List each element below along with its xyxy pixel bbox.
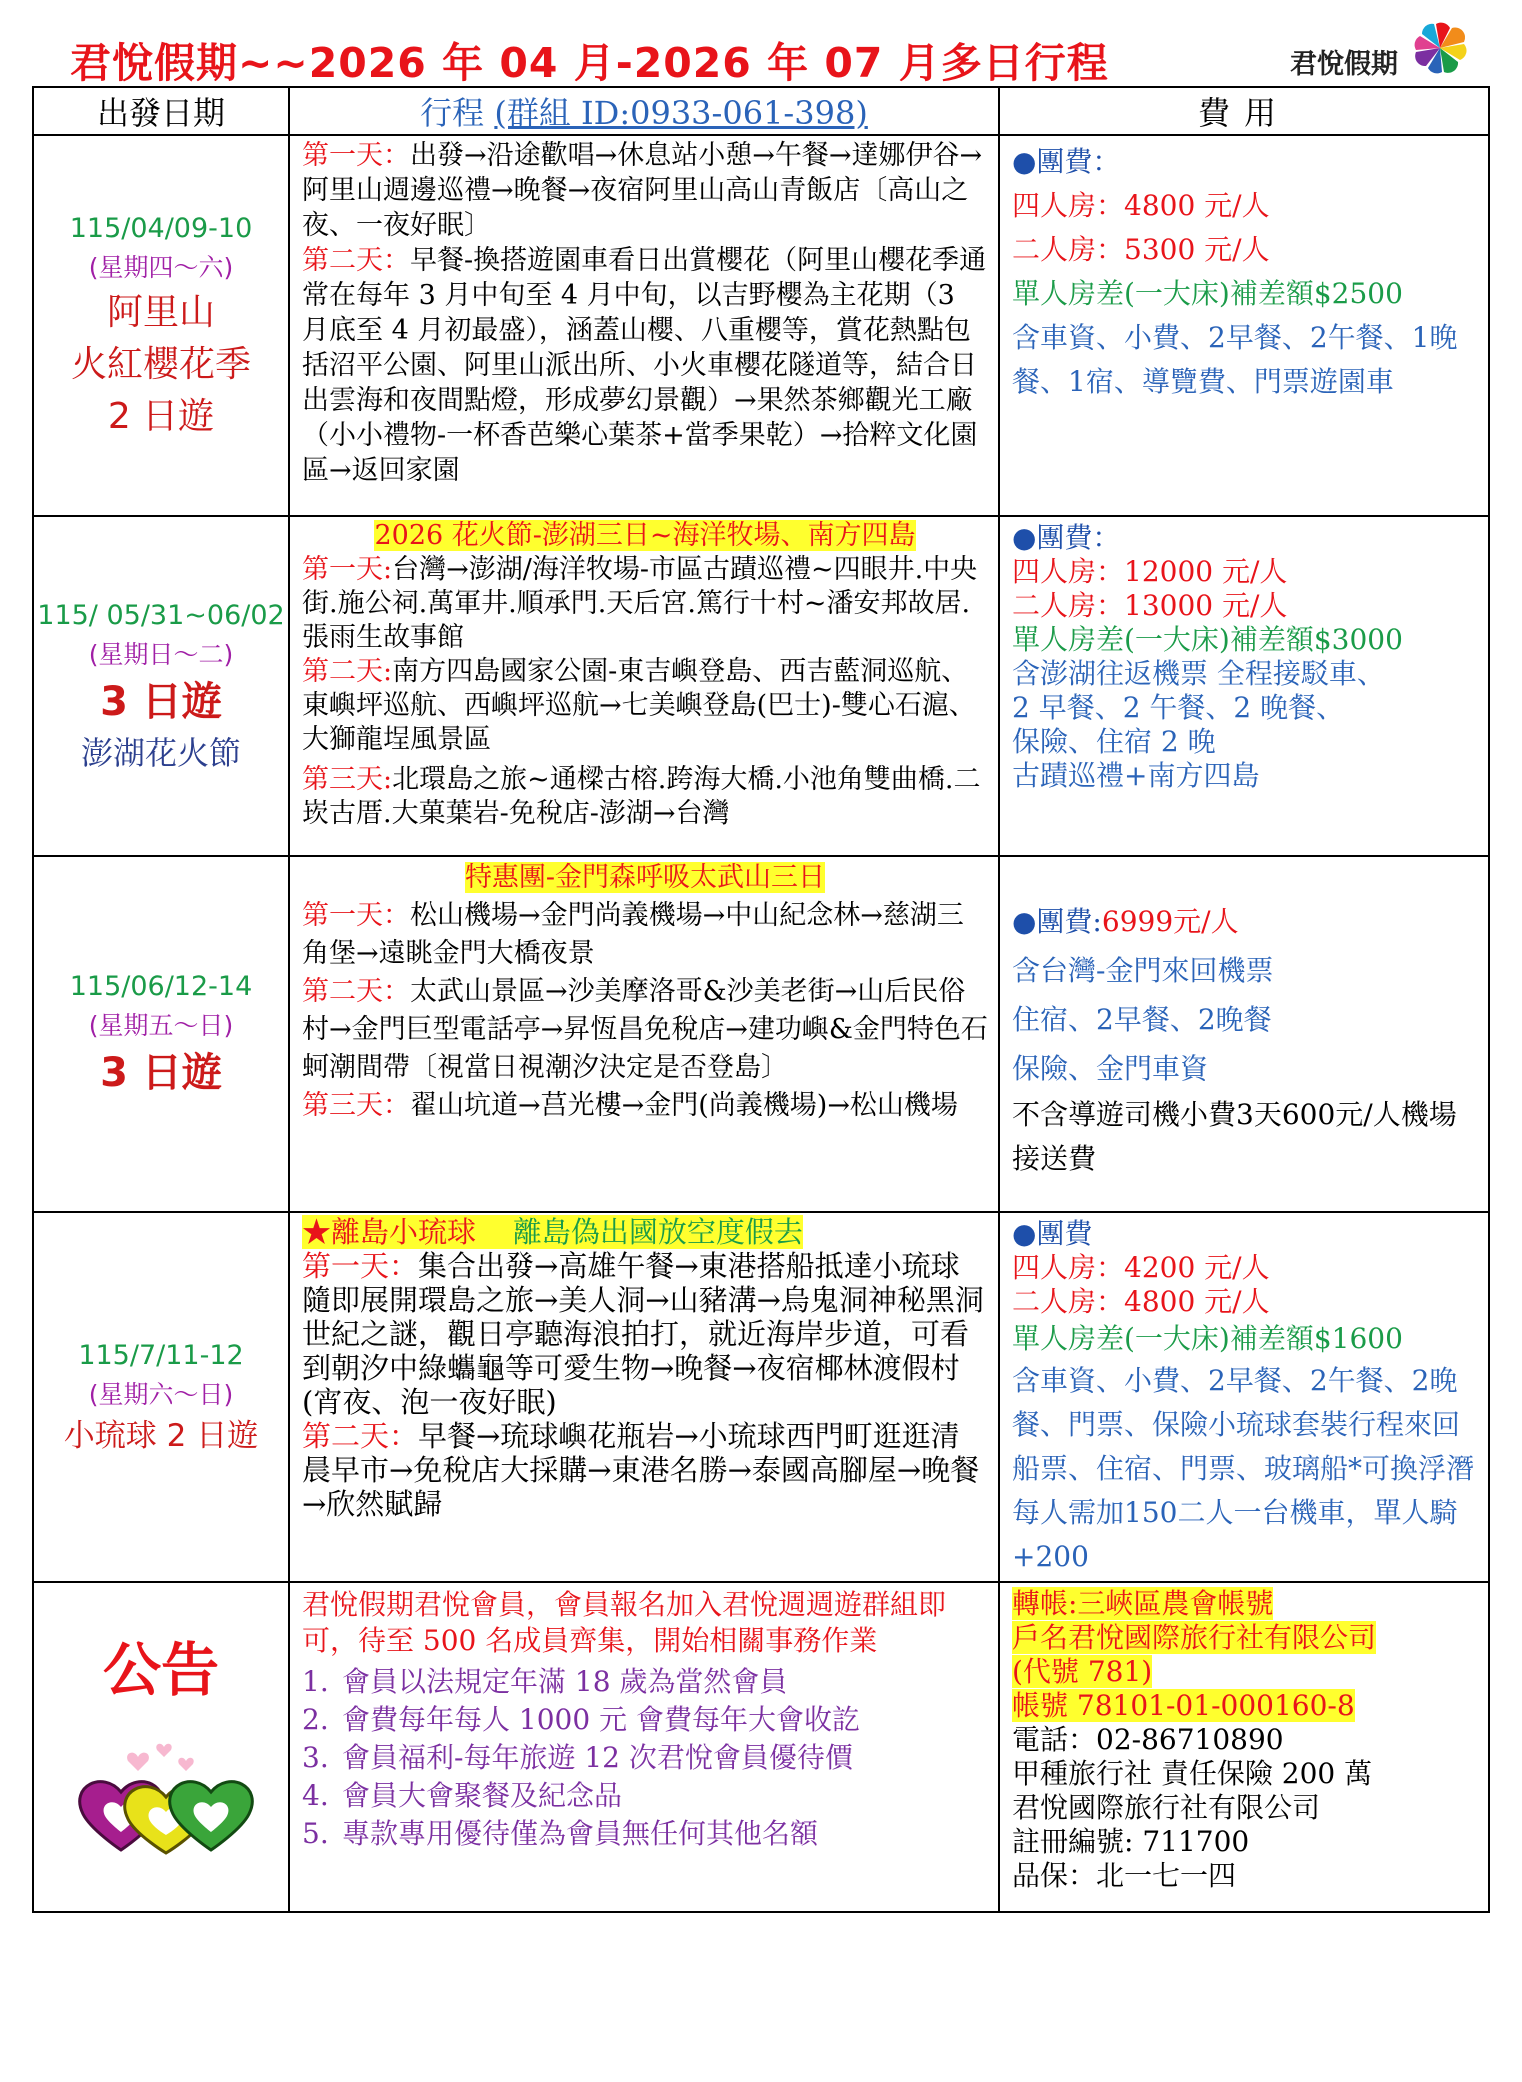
fee-includes: 含車資、小費、2早餐、2午餐、1晚餐、1宿、導覽費、門票遊園車 — [1012, 321, 1458, 398]
day-text: 早餐-換搭遊園車看日出賞櫻花（阿里山櫻花季通常在每年 3 月中旬至 4 月中旬，以吉野櫻為主花期（3 月底至 4 月初最盛），涵蓋山櫻、八重櫻等，賞花熱點包括沼平公園、阿里山派出所、小火車櫻花隧道等，結合日出雲海和夜間點燈，形成夢幻景觀）→果然茶鄉觀光工廠（小小禮物-一杯香芭樂心葉茶+當季果乾）→拾粹文化園區→返回家園 — [302, 245, 987, 486]
table-row — [33, 516, 1489, 856]
fee-title: ●團費 — [1012, 1217, 1093, 1250]
list-item — [302, 1777, 988, 1815]
itinerary-table — [32, 86, 1490, 1913]
list-item-text: 會費每年每人 1000 元 會費每年大會收訖 — [342, 1703, 860, 1736]
trip-name: 3 日遊 — [100, 679, 222, 725]
fee-single: 單人房差(一大床)補差額$1600 — [1012, 1322, 1403, 1355]
date-cell — [33, 135, 289, 516]
day-label: 第一天： — [302, 1249, 419, 1283]
list-item-number: 4. — [302, 1779, 329, 1812]
list-item-number: 2. — [302, 1703, 329, 1736]
list-item-number: 1. — [302, 1665, 329, 1698]
day-text: 早餐→琉球嶼花瓶岩→小琉球西門町逛逛清晨早市→免稅店大採購→東港名勝→泰國高腳屋→晚餐→欣然賦歸 — [302, 1419, 980, 1521]
fee-includes: 含澎湖往返機票 全程接駁車、 — [1012, 657, 1385, 690]
trip-name: 2 日遊 — [107, 395, 215, 437]
itinerary-cell — [289, 135, 999, 516]
list-item — [302, 1815, 988, 1853]
trip-weekday: (星期六～日) — [88, 1380, 234, 1409]
announcement-cell — [289, 1582, 999, 1912]
announcement-title-cell — [33, 1582, 289, 1912]
list-item-text: 會員以法規定年滿 18 歲為當然會員 — [342, 1665, 788, 1698]
table-row — [33, 1212, 1489, 1582]
company-quality: 品保：北一七一四 — [1012, 1859, 1237, 1892]
logo-text: 君悅假期 — [1290, 49, 1398, 80]
list-item-text: 專款專用優待僅為會員無任何其他名額 — [342, 1817, 819, 1850]
day-text: 出發→沿途歡唱→休息站小憩→午餐→達娜伊谷→阿里山週邊巡禮→晚餐→夜宿阿里山高山青飯店〔高山之夜、一夜好眠〕 — [302, 140, 983, 241]
fee-includes: 保險、金門車資 — [1012, 1052, 1209, 1085]
day-entry — [302, 1087, 988, 1125]
day-label: 第三天: — [302, 764, 393, 795]
day-text: 台灣→澎湖/海洋牧場-市區古蹟巡禮~四眼井.中央街.施公祠.萬軍井.順承門.天后宮.篤行十村~潘安邦故居.張雨生故事館 — [302, 554, 978, 653]
bank-account-name — [1012, 1621, 1476, 1655]
itinerary-cell — [289, 1212, 999, 1582]
itinerary-cell — [289, 516, 999, 856]
trip-name: 火紅櫻花季 — [70, 343, 251, 385]
fee-cell — [999, 856, 1489, 1212]
table-row — [33, 135, 1489, 516]
day-entry — [302, 1419, 988, 1521]
day-text: 松山機場→金門尚義機場→中山紀念林→慈湖三角堡→遠眺金門大橋夜景 — [302, 900, 964, 969]
trip-name: 3 日遊 — [100, 1050, 222, 1096]
trip-banner-text: 2026 花火節-澎湖三日~海洋牧場、南方四島 — [374, 520, 916, 551]
fee-title-line — [1012, 897, 1476, 946]
day-text: 太武山景區→沙美摩洛哥&沙美老街→山后民俗村→金門巨型電話亭→昇恆昌免稅店→建功嶼&金門特色石蚵潮間帶〔視當日視潮汐決定是否登島〕 — [302, 976, 988, 1083]
page-title: 君悅假期~~2026 年 04 月-2026 年 07 月多日行程 — [70, 39, 1109, 87]
fee-cell — [999, 135, 1489, 516]
header-itinerary — [289, 87, 999, 135]
fee-cell — [999, 1212, 1489, 1582]
list-item-text: 會員福利-每年旅遊 12 次君悅會員優待價 — [342, 1741, 853, 1774]
day-entry — [302, 973, 988, 1087]
fee-single: 單人房差(一大床)補差額$2500 — [1012, 277, 1403, 310]
trip-name: 阿里山 — [106, 291, 215, 333]
trip-weekday: (星期五～日) — [88, 1011, 234, 1040]
trip-name: 澎湖花火節 — [80, 734, 241, 772]
day-text: 北環島之旅~通樑古榕.跨海大橋.小池角雙曲橋.二崁古厝.大菓葉岩-免稅店-澎湖→台灣 — [302, 764, 981, 829]
day-text: 集合出發→高雄午餐→東港搭船抵達小琉球隨即展開環島之旅→美人洞→山豬溝→烏鬼洞神秘黑洞世紀之謎，觀日亭聽海浪拍打，就近海岸步道，可看到朝汐中綠蠵龜等可愛生物→晚餐→夜宿椰林渡假村(宵夜、泡一夜好眠) — [302, 1249, 984, 1419]
bank-code-text: (代號 781) — [1012, 1655, 1153, 1688]
date-cell — [33, 1212, 289, 1582]
fee-excludes: 不含導遊司機小費3天600元/人機場接送費 — [1012, 1098, 1457, 1175]
bank-code — [1012, 1655, 1476, 1689]
trip-weekday: (星期日～二) — [88, 640, 234, 669]
day-label: 第二天： — [302, 1419, 419, 1453]
company-name: 君悅國際旅行社有限公司 — [1012, 1791, 1321, 1824]
day-label: 第二天： — [302, 976, 410, 1007]
trip-banner-text — [302, 1215, 803, 1249]
header-itinerary-label: 行程 — [420, 94, 495, 132]
list-item — [302, 1663, 988, 1701]
list-item-number: 5. — [302, 1817, 329, 1850]
announcement-title: 公告 — [102, 1636, 219, 1704]
company-registration: 註冊編號: 711700 — [1012, 1825, 1250, 1858]
company-license: 甲種旅行社 責任保險 200 萬 — [1012, 1757, 1373, 1790]
fee-single: 單人房差(一大床)補差額$3000 — [1012, 623, 1403, 656]
fee-title: ●團費： — [1012, 521, 1121, 554]
itinerary-cell — [289, 856, 999, 1212]
list-item-text: 會員大會聚餐及紀念品 — [342, 1779, 623, 1812]
date-cell — [33, 856, 289, 1212]
fee-price: 6999元/人 — [1101, 905, 1239, 938]
hearts-decoration-icon — [66, 1737, 256, 1857]
day-text: 南方四島國家公園-東吉嶼登島、西吉藍洞巡航、東嶼坪巡航、西嶼坪巡航→七美嶼登島(巴士)-雙心石滬、大獅龍埕風景區 — [302, 656, 976, 755]
day-entry — [302, 553, 988, 655]
fee-includes: 古蹟巡禮+南方四島 — [1012, 759, 1260, 792]
day-label: 第一天： — [302, 140, 410, 171]
brand-logo — [1290, 20, 1470, 82]
trip-banner-slogan: 離島偽出國放空度假去 — [512, 1215, 803, 1249]
trip-banner — [302, 1215, 988, 1249]
fee-quad: 四人房：12000 元/人 — [1012, 555, 1288, 588]
table-row — [33, 856, 1489, 1212]
list-item — [302, 1701, 988, 1739]
day-label: 第二天: — [302, 656, 393, 687]
trip-name: 小琉球 2 日遊 — [63, 1418, 259, 1454]
bank-account-number — [1012, 1689, 1476, 1723]
day-label: 第一天: — [302, 554, 393, 585]
trip-banner-star: ★離島小琉球 — [302, 1215, 477, 1249]
table-header-row — [33, 87, 1489, 135]
announcement-intro: 君悅假期君悅會員，會員報名加入君悅週週遊群組即可，待至 500 名成員齊集，開始相關事務作業 — [302, 1588, 947, 1657]
announcement-row — [33, 1582, 1489, 1912]
fee-includes: 2 早餐、2 午餐、2 晚餐、 — [1012, 691, 1345, 724]
day-entry — [302, 243, 988, 488]
day-label: 第三天： — [302, 1090, 410, 1121]
trip-date: 115/04/09-10 — [69, 212, 253, 244]
list-item-number: 3. — [302, 1741, 329, 1774]
announcement-list — [302, 1663, 988, 1853]
fee-cell — [999, 516, 1489, 856]
group-id-link[interactable]: (群組 ID:0933-061-398) — [494, 94, 868, 132]
day-entry — [302, 897, 988, 973]
header-date: 出發日期 — [33, 87, 289, 135]
fee-includes: 保險、住宿 2 晚 — [1012, 725, 1216, 758]
trip-date: 115/ 05/31~06/02 — [37, 600, 285, 631]
fee-double: 二人房：5300 元/人 — [1012, 233, 1270, 266]
day-entry — [302, 763, 988, 831]
fee-includes: 含台灣-金門來回機票 — [1012, 954, 1274, 987]
day-label: 第一天： — [302, 900, 410, 931]
bank-info-cell — [999, 1582, 1489, 1912]
list-item — [302, 1739, 988, 1777]
fee-includes: 住宿、2早餐、2晚餐 — [1012, 1003, 1272, 1036]
day-entry — [302, 138, 988, 243]
trip-date: 115/06/12-14 — [69, 971, 253, 1002]
trip-banner — [302, 519, 988, 553]
bank-transfer-text: 轉帳:三峽區農會帳號 — [1012, 1587, 1274, 1620]
fee-includes: 含車資、小費、2早餐、2午餐、2晚餐、門票、保險小琉球套裝行程來回船票、住宿、門票、玻璃船*可換浮潛每人需加150二人一台機車，單人騎+200 — [1012, 1364, 1475, 1573]
day-entry — [302, 655, 988, 757]
header-fee: 費用 — [999, 87, 1489, 135]
trip-date: 115/7/11-12 — [78, 1340, 244, 1371]
day-label: 第二天： — [302, 245, 410, 276]
date-cell — [33, 516, 289, 856]
trip-banner — [302, 859, 988, 897]
bank-account-name-text: 戶名君悅國際旅行社有限公司 — [1012, 1621, 1377, 1654]
bank-transfer — [1012, 1587, 1476, 1621]
trip-weekday: (星期四～六) — [88, 252, 234, 282]
fee-quad: 四人房：4200 元/人 — [1012, 1251, 1270, 1284]
trip-banner-text: 特惠團-金門森呼吸太武山三日 — [464, 862, 826, 893]
company-phone: 電話：02-86710890 — [1012, 1723, 1284, 1756]
bank-account-number-text: 帳號 78101-01-000160-8 — [1012, 1689, 1355, 1722]
fee-title: ●團費: — [1012, 905, 1102, 938]
fee-double: 二人房：4800 元/人 — [1012, 1285, 1270, 1318]
fee-title: ●團費： — [1012, 145, 1121, 178]
day-text: 翟山坑道→莒光樓→金門(尚義機場)→松山機場 — [410, 1090, 958, 1121]
day-entry — [302, 1249, 988, 1419]
fee-quad: 四人房：4800 元/人 — [1012, 189, 1270, 222]
fee-double: 二人房：13000 元/人 — [1012, 589, 1288, 622]
pinwheel-logo-icon — [1412, 20, 1468, 76]
